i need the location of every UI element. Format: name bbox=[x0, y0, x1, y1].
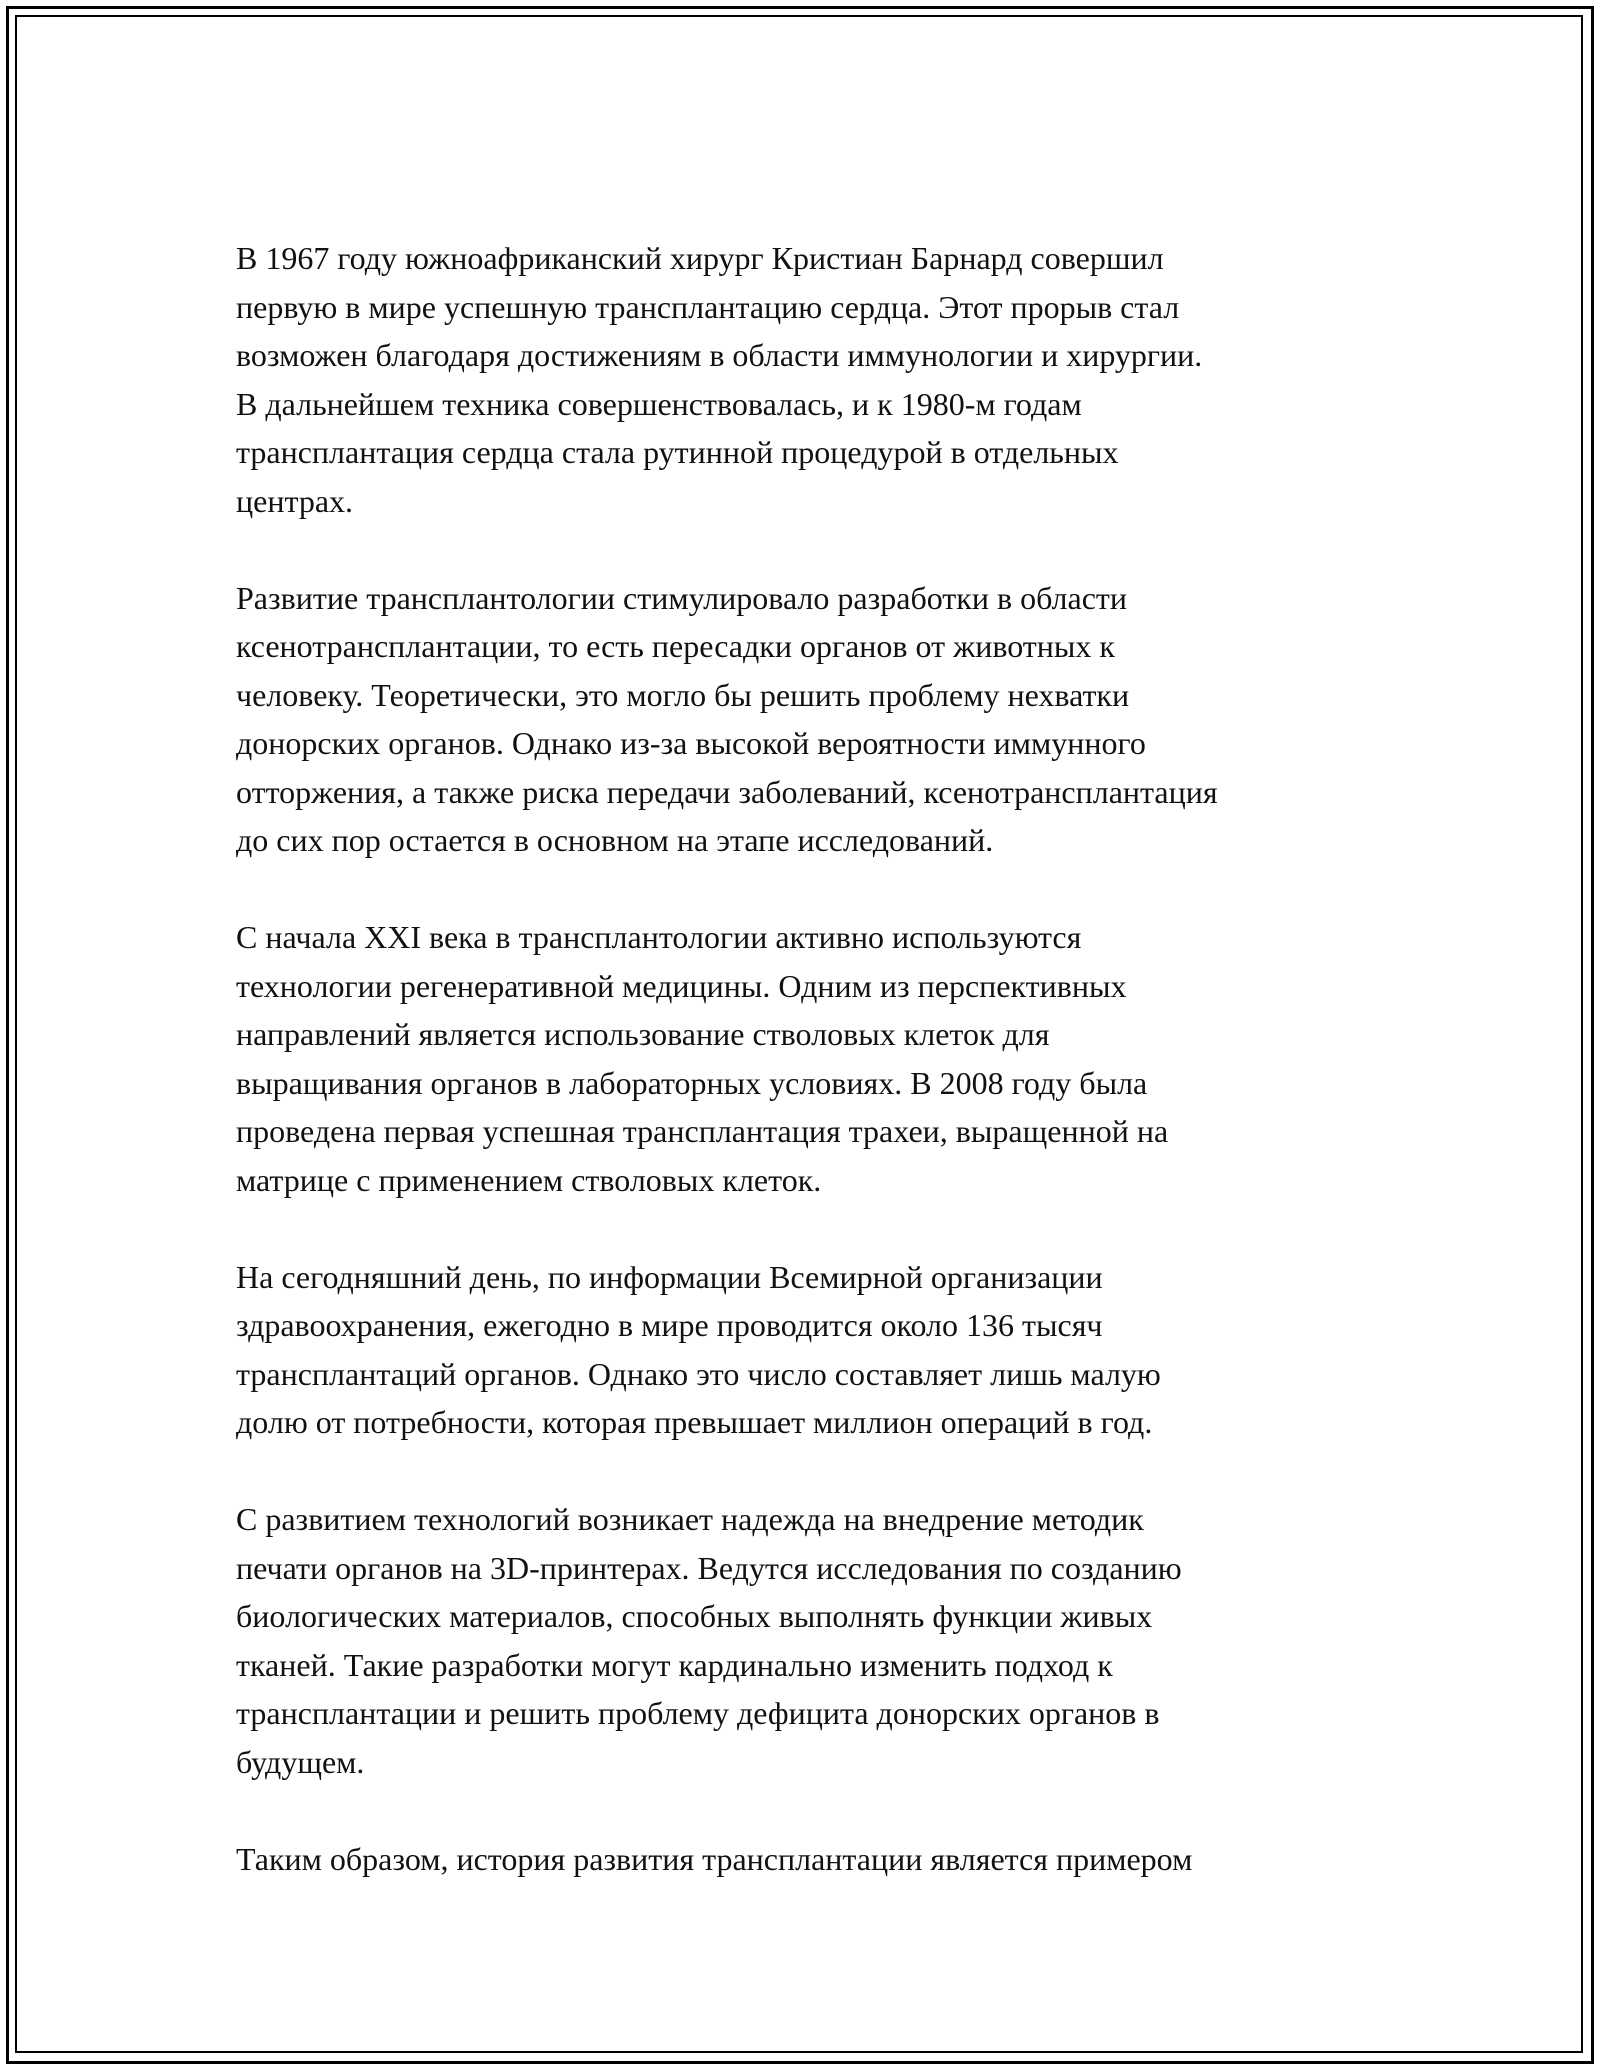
paragraph-who-statistics: На сегодняшний день, по информации Всемирной организации здравоохранения, ежегодно в мире проводится около 136 тысяч трансплантаций органов. Однако это число составляет лишь малую долю от потребности, которая превышает миллион операций в год. bbox=[236, 1258, 1161, 1440]
paragraph-barnard-heart-transplant: В 1967 году южноафриканский хирург Кристиан Барнард совершил первую в мире успешную трансплантацию сердца. Этот прорыв стал возможен благодаря достижениям в области иммунологии и хирургии. В дальнейшем техника совершенствовалась, и к 1980-м годам трансплантация сердца стала рутинной процедурой в отдельных центрах. bbox=[236, 240, 1203, 519]
paragraph-regenerative-medicine: С начала XXI века в трансплантологии активно используются технологии регенеративной медицины. Одним из перспективных направлений является использование стволовых клеток для выращивания органов в лабораторных условиях. В 2008 году была проведена первая успешная трансплантация трахеи, выращенной на матрице с применением стволовых клеток. bbox=[236, 919, 1169, 1198]
paragraph-3d-printing: С развитием технологий возникает надежда на внедрение методик печати органов на 3D-принтерах. Ведутся исследования по созданию биологических материалов, способных выполнять функции живых тканей. Такие разработки могут кардинально изменить подход к трансплантации и решить проблему дефицита донорских органов в будущем. bbox=[236, 1501, 1182, 1780]
paragraph-conclusion: Таким образом, история развития трансплантации является примером bbox=[236, 1840, 1193, 1877]
paragraph-xenotransplantation: Развитие трансплантологии стимулировало разработки в области ксенотрансплантации, то есть пересадки органов от животных к человеку. Теоретически, это могло бы решить проблему нехватки донорских органов. Однако из-за высокой вероятности иммунного отторжения, а также риска передачи заболеваний, ксенотрансплантация до сих пор остается в основном на этапе исследований. bbox=[236, 579, 1218, 858]
document-body bbox=[236, 234, 1386, 1932]
